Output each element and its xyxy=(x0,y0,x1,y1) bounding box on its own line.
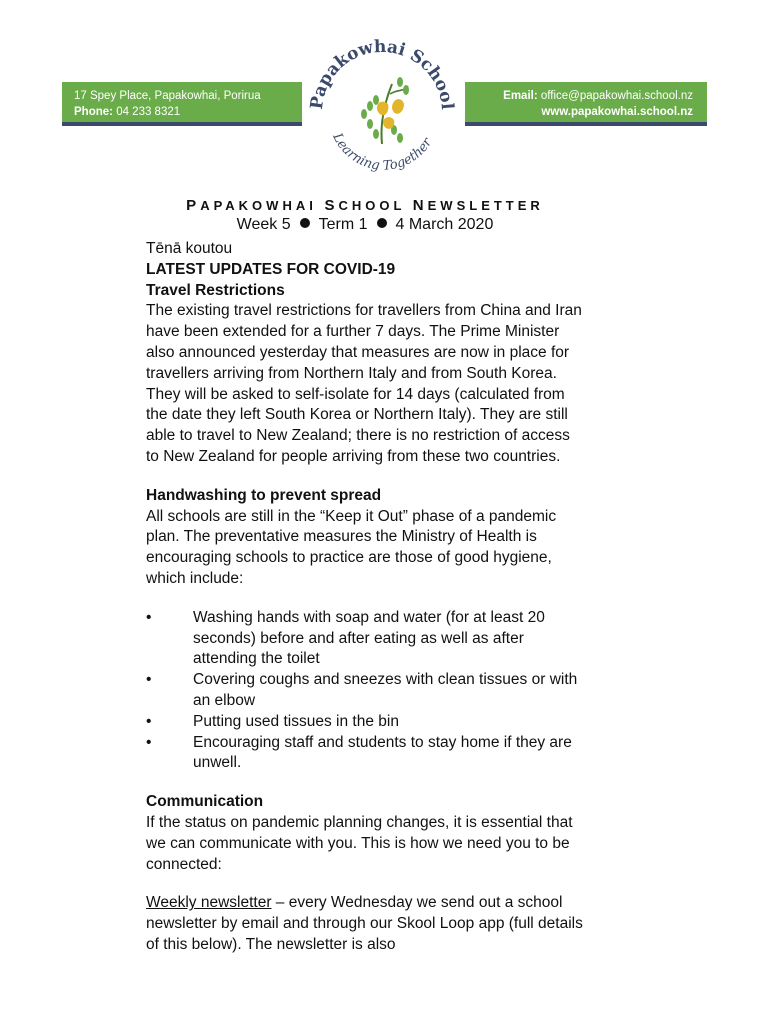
greeting: Tēnā koutou xyxy=(146,240,233,257)
school-email xyxy=(465,88,693,104)
school-logo xyxy=(300,34,465,174)
phone-label: Phone: xyxy=(74,106,113,118)
communication-heading: Communication xyxy=(146,793,264,811)
weekly-newsletter-text: – every Wednesday we send out a school newsletter by email and through our Skool Loop app (full details of this below). The newsletter is also xyxy=(146,894,583,953)
travel-paragraph: The existing travel restrictions for travellers from China and Iran have been extended for a further 7 days. The Prime Minister also announced yesterday that measures are now in place for travellers arriving from Northern Italy and from South Korea. They will be asked to self-isolate for 14 days (calculated from the date they left South Korea or Northern Italy). They are still able to travel to New Zealand; there is no restriction of access to New Zealand for people arriving from these two countries. xyxy=(146,302,582,465)
school-address: 17 Spey Place, Papakowhai, Porirua xyxy=(74,90,261,102)
travel-heading: Travel Restrictions xyxy=(146,281,285,299)
main-heading: LATEST UPDATES FOR COVID-19 xyxy=(146,260,396,278)
term-label: Term 1 xyxy=(318,216,368,233)
website-url: www.papakowhai.school.nz xyxy=(541,106,693,118)
newsletter-body xyxy=(146,239,586,956)
school-phone xyxy=(74,104,302,120)
phone-number: 04 233 8321 xyxy=(116,106,181,118)
week-label: Week 5 xyxy=(236,216,291,233)
email-label: Email: xyxy=(503,90,538,102)
list-item: • Washing hands with soap and water (for at least 20 seconds) before and after eating as well as after attending the toilet xyxy=(146,608,586,670)
logo-name-text: Papakowhai School xyxy=(306,36,457,111)
weekly-newsletter-paragraph xyxy=(146,893,586,955)
newsletter-title: PAPAKOWHAI SCHOOL NEWSLETTER xyxy=(186,197,544,214)
date-label: 4 March 2020 xyxy=(395,216,494,233)
list-item: • Putting used tissues in the bin xyxy=(146,712,586,733)
handwashing-paragraph: All schools are still in the “Keep it Out” phase of a pandemic plan. The preventative measures the Ministry of Health is encouraging schools to practice are those of good hygiene, which include: xyxy=(146,507,557,587)
weekly-newsletter-label: Weekly newsletter xyxy=(146,894,272,912)
email-address: office@papakowhai.school.nz xyxy=(540,90,693,102)
newsletter-date-line xyxy=(0,216,730,234)
bullet-dot-icon xyxy=(300,218,310,228)
handwashing-heading: Handwashing to prevent spread xyxy=(146,486,382,504)
list-item: • Covering coughs and sneezes with clean tissues or with an elbow xyxy=(146,670,586,712)
bullet-dot-icon xyxy=(377,218,387,228)
kowhai-flower-icon xyxy=(361,77,409,144)
logo-motto-text: Learning Together xyxy=(329,130,436,174)
header-contact-right xyxy=(465,82,707,126)
communication-paragraph: If the status on pandemic planning changes, it is essential that we can communicate with you. This is how we need you to be connected: xyxy=(146,813,573,873)
hygiene-list xyxy=(146,608,586,774)
list-item: • Encouraging staff and students to stay home if they are unwell. xyxy=(146,733,586,775)
header-contact-left xyxy=(62,82,302,126)
school-website xyxy=(465,104,693,120)
